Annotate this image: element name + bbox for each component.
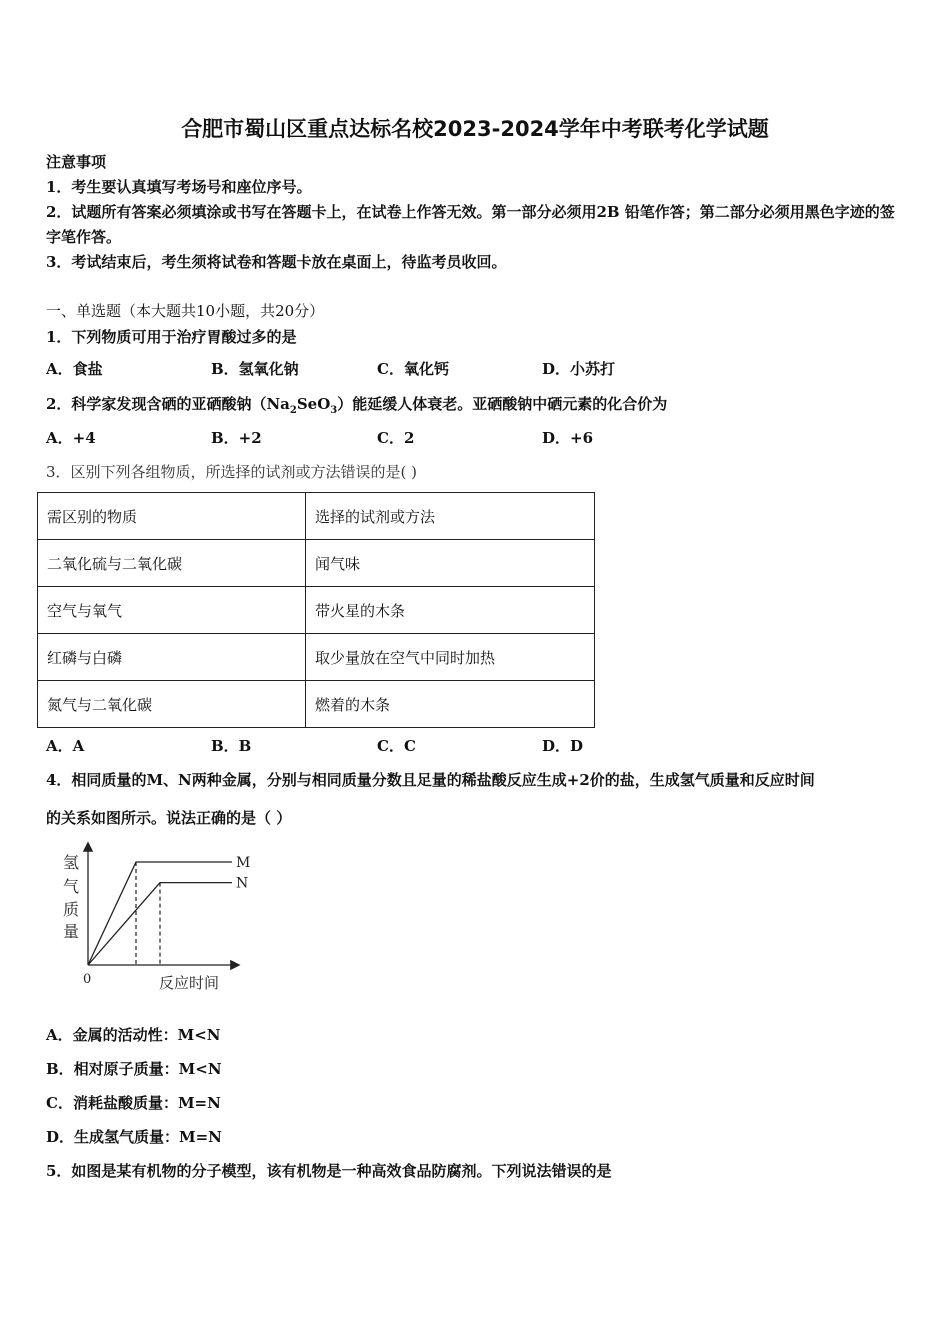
q4-option-b: B．相对原子质量：M<N	[46, 1060, 222, 1078]
y-label-char: 氢	[63, 853, 80, 872]
table-cell: 红磷与白磷	[38, 634, 306, 681]
notice-heading: 注意事项	[46, 153, 107, 171]
q1-stem: 1．下列物质可用于治疗胃酸过多的是	[46, 328, 297, 346]
series-label-N: N	[236, 875, 249, 892]
table-cell: 需区别的物质	[38, 493, 306, 540]
q1-option-c: C．氧化钙	[377, 360, 449, 378]
q1-option-d: D．小苏打	[542, 360, 616, 378]
q4-stem-line2: 的关系如图所示。说法正确的是（ ）	[46, 809, 292, 827]
table-cell: 空气与氧气	[38, 587, 306, 634]
table-row	[38, 681, 595, 728]
q5-stem: 5．如图是某有机物的分子模型，该有机物是一种高效食品防腐剂。下列说法错误的是	[46, 1162, 612, 1180]
q2-option-b: B．+2	[211, 429, 262, 447]
notice-item-1: 1．考生要认真填写考场号和座位序号。	[46, 178, 312, 196]
y-label-char: 量	[63, 922, 80, 941]
q1-option-b: B．氢氧化钠	[211, 360, 299, 378]
x-axis-label: 反应时间	[159, 974, 220, 992]
q4-option-a: A．金属的活动性：M<N	[46, 1026, 221, 1044]
q4-stem-line1: 4．相同质量的M、N两种金属，分别与相同质量分数且足量的稀盐酸反应生成+2价的盐，生成氢气质量和反应时间	[46, 771, 815, 789]
origin-label: 0	[83, 972, 92, 987]
section-heading: 一、单选题（本大题共10小题，共20分）	[46, 302, 325, 320]
notice-item-3: 3．考试结束后，考生须将试卷和答题卡放在桌面上，待监考员收回。	[46, 253, 507, 271]
q2-option-d: D．+6	[542, 429, 594, 447]
series-label-M: M	[236, 855, 251, 871]
q3-option-d: D．D	[542, 737, 584, 755]
q4-option-d: D．生成氢气质量：M=N	[46, 1128, 222, 1146]
table-cell: 闻气味	[306, 540, 595, 587]
table-row	[38, 587, 595, 634]
table-cell: 选择的试剂或方法	[306, 493, 595, 540]
q3-option-c: C．C	[377, 737, 416, 755]
table-row	[38, 540, 595, 587]
q3-table	[37, 492, 595, 728]
q4-chart	[55, 838, 255, 998]
page-title: 合肥市蜀山区重点达标名校2023-2024学年中考联考化学试题	[181, 117, 769, 141]
table-cell: 取少量放在空气中同时加热	[306, 634, 595, 681]
table-row	[38, 493, 595, 540]
q2-stem: 2．科学家发现含硒的亚硒酸钠$(Na_2SeO_3)$能延缓人体衰老。亚硒酸钠中硒元素的化合价为	[46, 395, 668, 416]
q2-option-c: C．2	[377, 429, 415, 447]
table-cell: 带火星的木条	[306, 587, 595, 634]
q1-option-a: A．食盐	[46, 360, 103, 378]
table-row	[38, 634, 595, 681]
q4-option-c: C．消耗盐酸质量：M=N	[46, 1094, 221, 1112]
table-cell: 二氧化硫与二氧化碳	[38, 540, 306, 587]
q3-option-a: A．A	[46, 737, 85, 755]
table-cell: 氮气与二氧化碳	[38, 681, 306, 728]
q3-option-b: B．B	[211, 737, 252, 755]
y-label-char: 气	[63, 877, 80, 896]
y-label-char: 质	[63, 900, 80, 919]
notice-item-2: 2．试题所有答案必须填涂或书写在答题卡上，在试卷上作答无效。第一部分必须用2B 铅笔作答；第二部分必须用黑色字迹的签字笔作答。	[46, 203, 895, 246]
q3-stem: 3．区别下列各组物质，所选择的试剂或方法错误的是( )	[46, 463, 418, 481]
q2-option-a: A．+4	[46, 429, 96, 447]
table-cell: 燃着的木条	[306, 681, 595, 728]
